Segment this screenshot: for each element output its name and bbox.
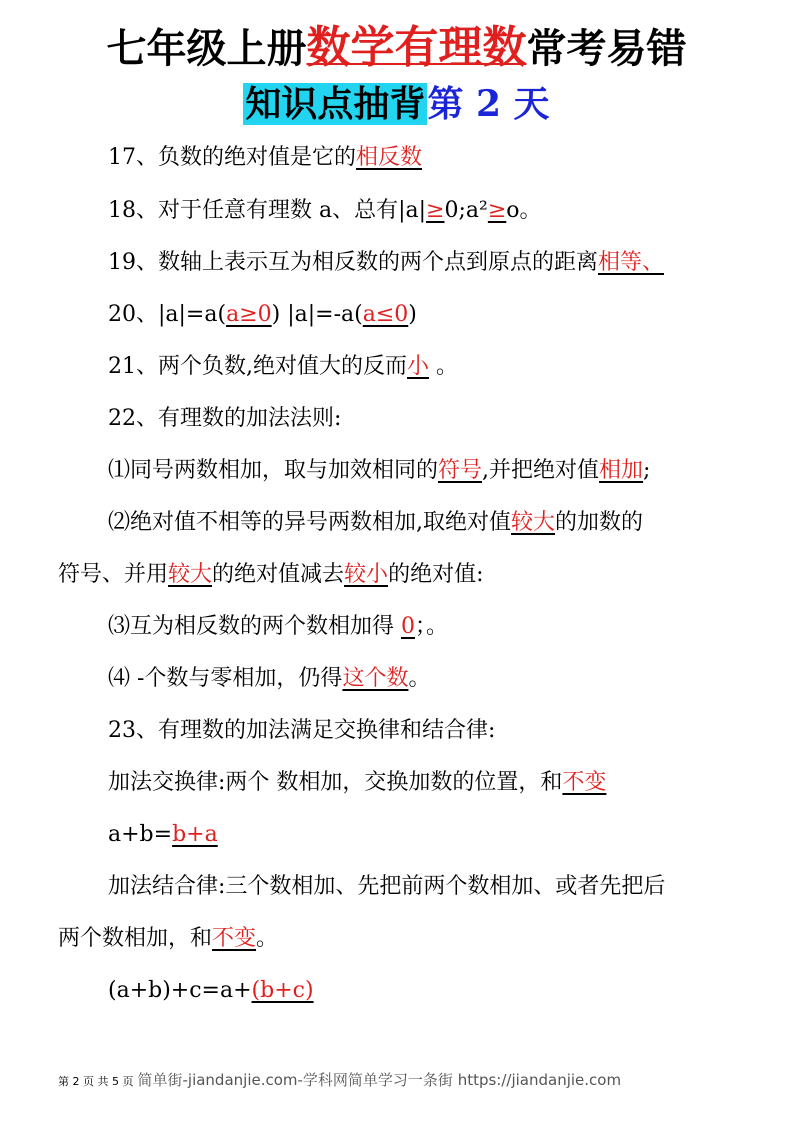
answer-text: 0 xyxy=(401,614,415,639)
text-line-l23a xyxy=(108,768,606,798)
text-line-l22d xyxy=(108,612,448,642)
answer-text: 小 xyxy=(407,354,430,379)
answer-text: 相反数 xyxy=(356,145,423,170)
line-text: ⑴同号两数相加，取与加效相同的 xyxy=(108,458,439,483)
text-line-l22 xyxy=(108,404,341,434)
line-text: ) |a|=-a( xyxy=(271,302,363,327)
line-text: 的绝对值减去 xyxy=(212,562,345,587)
page-subtitle xyxy=(0,80,793,128)
answer-text: 这个数 xyxy=(342,666,409,691)
text-line-l22c xyxy=(58,560,483,590)
page-number: 第 2 页 共 5 页 xyxy=(58,1075,134,1088)
answer-text: (b+c) xyxy=(251,978,314,1003)
text-line-l20 xyxy=(108,300,417,330)
answer-text: 不变 xyxy=(562,770,607,795)
line-text: ; xyxy=(643,458,651,483)
text-line-l18 xyxy=(108,196,542,226)
answer-text: b+a xyxy=(172,822,218,847)
answer-text: 相加 xyxy=(599,458,644,483)
text-line-l22a xyxy=(108,456,650,486)
subtitle-day: 第 2 天 xyxy=(427,83,550,125)
line-text: 18、对于任意有理数 a、总有|a| xyxy=(108,198,427,223)
answer-text: 较小 xyxy=(344,562,389,587)
page-footer xyxy=(58,1070,621,1092)
line-text: 0;a² xyxy=(444,198,488,223)
line-text: ⑶互为相反数的两个数相加得 xyxy=(108,614,401,639)
line-text: ,并把绝对值 xyxy=(482,458,600,483)
title-part3: 常考易错 xyxy=(526,25,687,72)
line-text: 23、有理数的加法满足交换律和结合律: xyxy=(108,718,496,743)
text-line-l23d xyxy=(58,924,278,954)
text-line-l21 xyxy=(108,352,458,382)
line-text: 17、负数的绝对值是它的 xyxy=(108,145,356,170)
answer-text: 较大 xyxy=(511,510,556,535)
answer-text: 较大 xyxy=(168,562,213,587)
text-line-l22e xyxy=(108,664,430,694)
line-text: (a+b)+c=a+ xyxy=(108,978,252,1003)
site-watermark: 简单街-jiandanjie.com-学科网简单学习一条街 https://jiandanjie.com xyxy=(137,1071,622,1089)
answer-text: 相等、 xyxy=(598,250,665,275)
line-text: 的加数的 xyxy=(555,510,644,535)
text-line-l23e xyxy=(108,976,314,1006)
page-title xyxy=(0,22,793,75)
line-text: ⑵绝对值不相等的异号两数相加,取绝对值 xyxy=(108,510,511,535)
text-line-l23 xyxy=(108,716,495,746)
text-line-l19 xyxy=(108,248,664,278)
answer-text: 不变 xyxy=(212,926,257,951)
line-text: 。 xyxy=(429,354,459,379)
line-text: ) xyxy=(408,302,417,327)
title-highlight: 数学有理数 xyxy=(306,22,527,73)
line-text: 两个数相加，和 xyxy=(58,926,213,951)
line-text: o。 xyxy=(506,198,542,223)
answer-text: 符号 xyxy=(438,458,483,483)
answer-text: a≥0 xyxy=(226,302,272,327)
answer-text: ≥ xyxy=(426,198,445,223)
text-line-l23b xyxy=(108,820,218,850)
line-text: 19、数轴上表示互为相反数的两个点到原点的距离 xyxy=(108,250,598,275)
line-text: 加法结合律:三个数相加、先把前两个数相加、或者先把后 xyxy=(108,874,666,899)
line-text: a+b= xyxy=(108,822,173,847)
line-text: 符号、并用 xyxy=(58,562,169,587)
answer-text: a≤0 xyxy=(362,302,409,327)
text-line-l17 xyxy=(108,143,422,173)
line-text: ；。 xyxy=(415,614,449,639)
answer-text: ≥ xyxy=(487,198,507,223)
line-text: 21、两个负数,绝对值大的反而 xyxy=(108,354,407,379)
line-text: ⑷ -个数与零相加，仍得 xyxy=(108,666,343,691)
line-text: 。 xyxy=(408,666,431,691)
line-text: 20、|a|=a( xyxy=(108,302,227,327)
text-line-l23c xyxy=(108,872,665,902)
line-text: 加法交换律:两个 数相加，交换加数的位置，和 xyxy=(108,770,563,795)
line-text: 。 xyxy=(256,926,279,951)
title-part1: 七年级上册 xyxy=(106,25,307,72)
text-line-l22b xyxy=(108,508,643,538)
line-text: 的绝对值: xyxy=(388,562,484,587)
subtitle-highlight: 知识点抽背 xyxy=(245,83,426,125)
line-text: 22、有理数的加法法则: xyxy=(108,406,342,431)
